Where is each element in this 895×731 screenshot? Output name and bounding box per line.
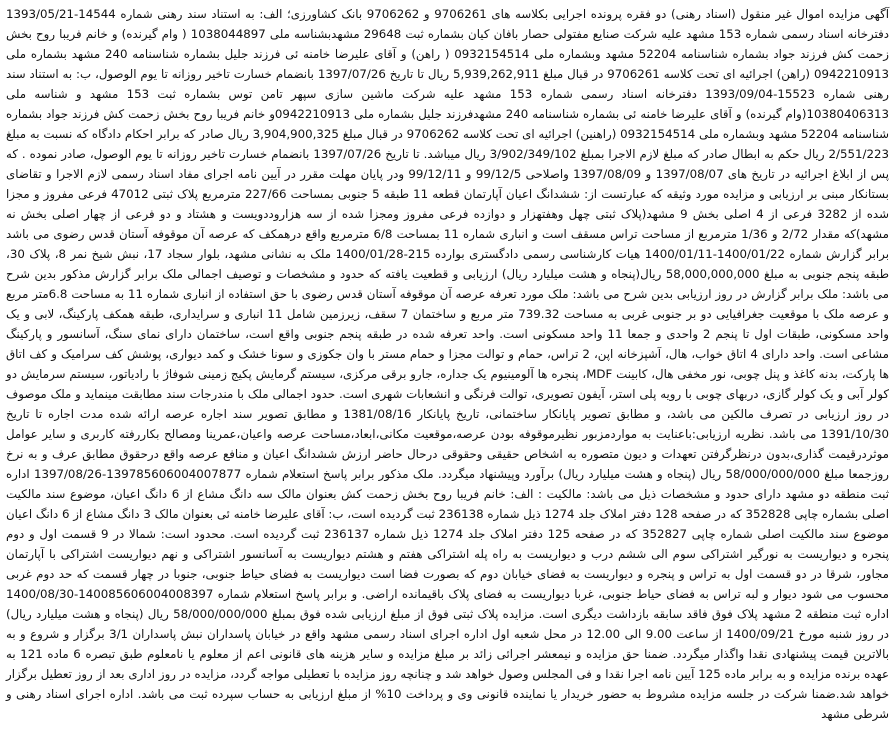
notice-text: آگهی مزایده اموال غیر منقول (اسناد رهنی) دو فقره پرونده اجرایی بکلاسه های 9706261 و 9706262 بانک کشاورزی؛ الف: به استناد سند رهنی شماره 14544-1393/05/21 دفترخانه اسناد رسمی شماره 153 مشهد علیه شرکت صنایع مفتولی حصار بافان کیان بشماره ثبت 29648 مشهدبشناسه ملی 1038044897 ( وام گیرنده) و خانم فریبا روح بخش زحمت کش فرزند جواد بشماره شناسنامه 52204 مشهد وبشماره ملی 0932154514 ( راهن) و آقای علیرضا خامنه ئی فرزند جلیل بشماره شناسنامه 240 مشهد بشماره ملی 0942210913 (راهن) اجرائیه ای تحت کلاسه 9706261 در قبال مبلغ 5,939,262,911 ریال تا تاریخ 1397/07/26 بانضمام خسارت تاخیر روزانه تا یوم الوصول، ب: به استناد سند رهنی شماره 15523-1393/09/04 دفترخانه اسناد رسمی شماره 153 مشهد علیه شرکت ماشین سازی سپهر تامن توس بشماره ثبت 153 مشهد و شناسه ملی 10380406313(وام گیرنده) و آقای علیرضا خامنه ئی بشماره شناسنامه 240 مشهدفرزند جلیل بشماره ملی 0942210913و خانم فریبا روح بخش زحمت کش فرزند جواد بشماره شناسنامه 52204 مشهد وبشماره ملی 0932154514 (راهنین) اجرائیه ای تحت کلاسه 9706262 در قبال مبلغ 3,904,900,325 ریال صادر که برابر احکام دادگاه که نسبت به مبلغ 2/551/223 ریال حکم به ابطال صادر که مبلغ لازم الاجرا بمبلغ 3/902/349/102 ریال میباشد. تا تاریخ 1397/07/26 بانضمام خسارت تاخیر روزانه تا یوم الوصول، صادر نموده . که پس از ابلاغ اجرائیه در تاریخ های 1397/08/07 و 1397/08/09 واصلاحی 99/12/5 و 99/12/11 ودر پایان مهلت مقرر در آیین نامه اجرای مفاد اسناد رسمی لازم الاجرا و تقاضای بستانکار مبنی بر ارزیابی و مزایده مورد وثیقه که عبارتست از: ششدانگ اعیان آپارتمان قطعه 11 طبقه 5 جنوبی بمساحت 227/66 مترمربع پلاک ثبتی 47012 فرعی مفروز و مجزا شده از 3282 فرعی از 4 اصلی بخش 9 مشهد(پلاک ثبتی چهل وهفتهزار و دوازده فرعی مفروز ومجزا شده از سه هزاروددویست و هشتاد و دو فرعی از چهار اصلی بخش نه مشهد)که مقدار 2/72 و 1/36 مترمربع از مساحت تراس مسقف است و انباری شماره 11 بمساحت 6/8 مترمربع واقع درهمکف که عرصه آن موقوفه آستان قدس رضوی می باشد برابر گزارش شماره 1400/01/22-1400/01/11 هیات کارشناسی رسمی دادگستری بوارده 215-1400/01/28 ملک به نشانی مشهد، بلوار سجاد 17، نبش شیخ نمر 8، پلاک 30، طبقه پنجم جنوبی به مبلغ 58,000,000,000 ریال(پنجاه و هشت میلیارد ریال) ارزیابی و قطعیت یافته که حدود و مشخصات و توصیف اجمالی ملک برابر گزارش مذکور بدین شرح می باشد: ملک برابر گزارش در روز ارزیابی بدین شرح می باشد: ملک مورد تعرفه عرصه آن موقوفه آستان قدس رضوی با حق استفاده از انباری شماره 11 به مساحت 6.8متر مربع و عرصه ملک با موقعیت جغرافیایی دو بر جنوبی غربی به مساحت 739.32 متر مربع و ساختمان 7 سقف، زیرزمین شامل 11 انباری و سرایداری، طبقه همکف پارکینگ، لابی و یک واحد مسکونی، طبقات اول تا پنجم 2 واحدی و جمعا 11 واحد مسکونی است. واحد تعرفه شده در طبقه پنجم جنوبی واقع است، ساختمان دارای نمای سنگ، آسانسور و پارکینگ مشاعی است. واحد دارای 4 اتاق خواب، هال، آشپزخانه اپن، 2 تراس، حمام و توالت مجزا و حمام مستر با وان جکوزی و سونا خشک و کمد دیواری، پوشش کف سرامیک و کف اتاق ها پارکت، بدنه کاغذ و پنل چوبی، نور مخفی هال، کابینت MDF، پنجره ها آلومینیوم یک جداره، جارو برقی مرکزی، سیستم گرمایش پکیج زمینی شوفاژ با رادیاتور، سیستم سرمایش دو کولر آبی و یک کولر گازی، دربهای چوبی با رویه پلی استر، آیفون تصویری، توالت فرنگی و انشعابات شهری است. حدود اجمالی ملک با مندرجات سند مطابقت مینماید و ملک موصوف در روز ارزیابی در تصرف مالکین می باشد، و مطابق تصویر پایانکار ساختمانی، تاریخ پایانکار 1381/08/16 و مطابق تصویر سند اجاره عرصه ارائه شده مدت اجاره تا تاریخ 1391/10/30 می باشد. نظریه ارزیابی:باعنایت به مواردمزبور نظیرموقوفه بودن عرصه،موقعیت مکانی،ابعاد،مساحت عرصه واعیان،عمرینا ومصالح بکاررفته کاربری و سایر عوامل موثردرقیمت گذاری،بدون درنظرگرفتن تعهدات و دیون متصوره به اشخاص حقیقی وحقوقی درحال حاضر ارزش ششدانگ اعیان و منافع عرصه واقع درحقوق مطابق عرف و به نرخ روزجمعا مبلغ 58/000/000/000 ریال (پنجاه و هشت میلیارد ریال) برآورد وپیشنهاد میگردد. ملک مذکور برابر پاسخ استعلام شماره 139785606004007877-1397/08/26 اداره ثبت منطقه دو مشهد دارای حدود و مشخصات ذیل می باشد: مالکیت : الف: خانم فریبا روح بخش زحمت کش بعنوان مالک سه دانگ مشاع از 6 دانگ اعیان، موضوع سند مالکیت اصلی بشماره چاپی 352828 که در صفحه 128 دفتر املاک جلد 1274 ذیل شماره 236138 ثبت گردیده است، ب: آقای علیرضا خامنه ئی بعنوان مالک 3 دانگ مشاع از 6 دانگ اعیان موضوع سند مالکیت اصلی شماره چاپی 352827 که در صفحه 125 دفتر املاک جلد 1274 ذیل شماره 236137 ثبت گردیده است. محدود است: شمالا در 9 قسمت اول و دوم پنجره و دیواریست به نورگیر اشتراکی سوم الی ششم درب و دیواریست به راه پله اشتراکی هفتم و هشتم دیواریست به آسانسور اشتراکی و نهم دیواریست اشتراکی با آپارتمان مجاور، شرقا در دو قسمت اول به تراس و پنجره و دیواریست به فضای خیابان دوم که بصورت فضا است دیواریست به فضای حیاط جنوبی، جنوبا در چهار قسمت که حد دوم غربی محسوب می شود دیوار و لبه تراس به فضای حیاط جنوبی، غربا دیواریست به فضای پلاک باقیمانده اراضی. و برابر پاسخ استعلام شماره 140085606004008397-1400/08/30 اداره ثبت منطقه 2 مشهد پلاک فوق فاقد سابقه بازداشت دیگری است. مزایده پلاک ثبتی فوق از مبلغ ارزیابی شده فوق بمبلغ 58/000/000/000 ریال (پنجاه و هشت میلیارد ریال) در روز شنبه مورخ 1400/09/21 از ساعت 9.00 الی 12.00 در محل شعبه اول اداره اجرای اسناد رسمی مشهد واقع در خیابان پاسداران نبش پاسداران 3/1 برگزار و شروع و به بالاترین قیمت پیشنهادی نقدا واگذار میگردد. ضمنا حق مزایده و نیمعشر اجرائی زائد بر مبلغ مزایده و سایر هزینه های قانونی اعم از معلوم یا نامعلوم طبق تبصره 6 ماده 121 به عهده برنده مزایده و به برابر ماده 125 آیین نامه اجرا نقدا و فی المجلس وصول خواهد شد و چنانچه روز مزایده با تعطیلی مواجه گردد، مزایده در روز اداری بعد از روز تعطیل برگزار خواهد شد.ضمنا شرکت در جلسه مزایده مشروط به حضور خریدار یا نماینده قانونی وی و پرداخت 10% از مبلغ ارزیابی به حساب سپرده ثبت می باشد. اداره اجرای اسناد رهنی و شرطی مشهد (6, 7, 890, 721)
